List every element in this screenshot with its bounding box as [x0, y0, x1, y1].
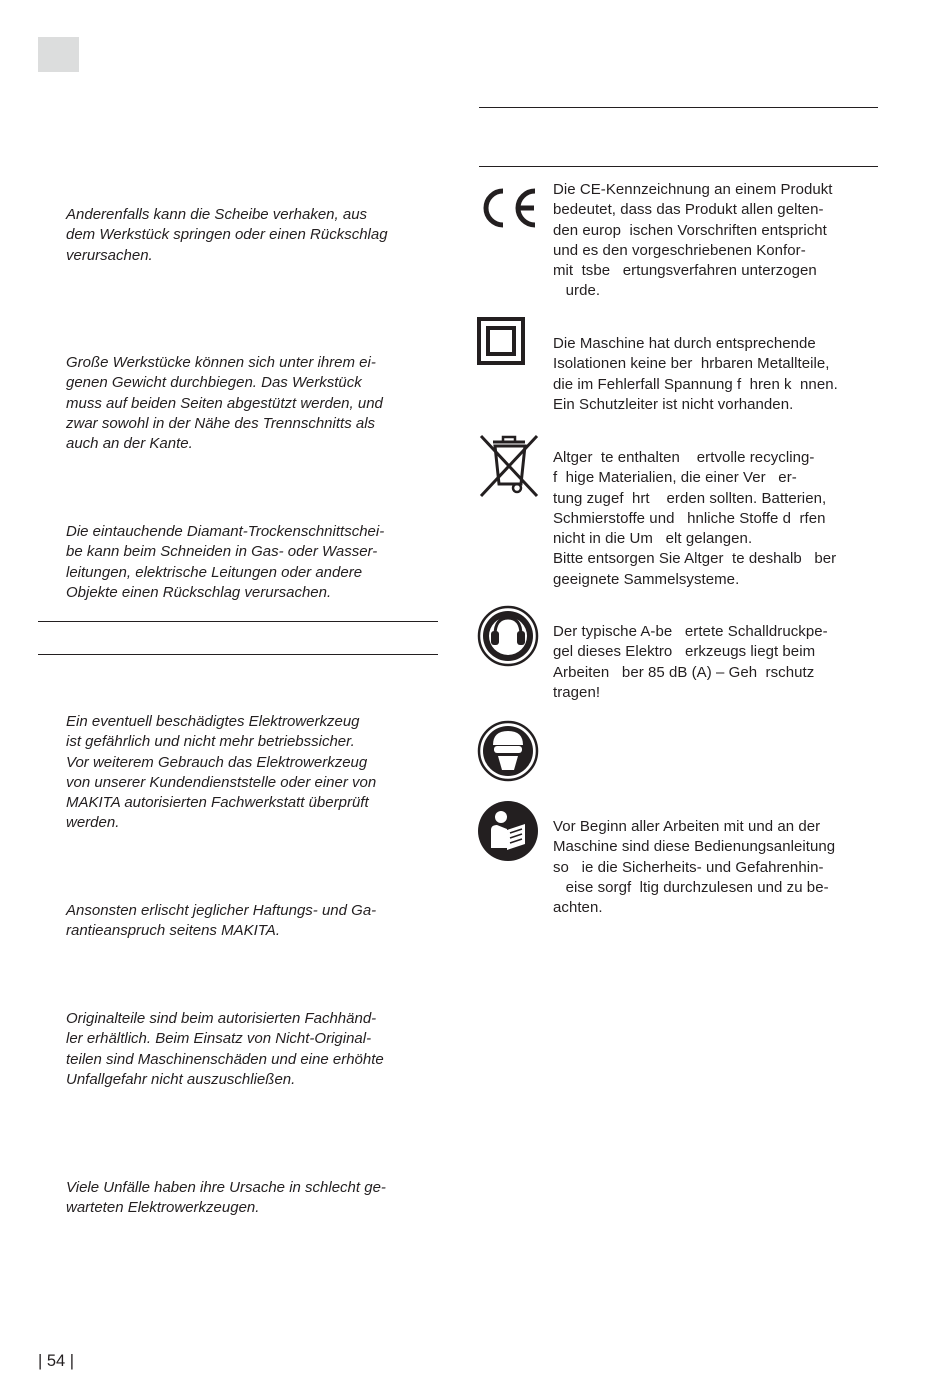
recycling-description: Altger te enthalten ertvolle recycling- f hige Materialien, die einer Ver er- tung zugef hrt erden sollten. Batterien, Schmierstoffe und hnliche Stoffe d rfen nicht in die Um elt gelangen. Bitte entsorgen Sie Altger te deshalb ber geeignete Sammelsysteme. — [553, 449, 837, 588]
crossed-out-bin-icon — [477, 432, 541, 500]
paragraph: Anderenfalls kann die Scheibe verhaken, aus dem Werkstück springen oder einen Rückschlag verursachen. — [66, 206, 388, 264]
page-number: | 54 | — [38, 1352, 75, 1370]
paragraph: Viele Unfälle haben ihre Ursache in schlecht ge- warteten Elektrowerkzeugen. — [66, 1179, 386, 1217]
paragraph: Die eintauchende Diamant-Trockenschnittschei- be kann beim Schneiden in Gas- oder Wasser- leitungen, elektrische Leitungen oder andere Objekte einen Rückschlag verursachen. — [66, 523, 385, 601]
paragraph: Ansonsten erlischt jeglicher Haftungs- und Ga- rantieanspruch seitens MAKITA. — [66, 902, 377, 940]
divider — [479, 107, 878, 108]
ce-mark-icon — [477, 185, 539, 231]
protection-class-ii-icon — [477, 317, 525, 365]
divider — [479, 166, 878, 167]
paragraph: Große Werkstücke können sich unter ihrem ei- genen Gewicht durchbiegen. Das Werkstück muss auf beiden Seiten abgestützt werden, und zwar sowohl in der Nähe des Trennschnitts als auch an der Kante. — [66, 354, 383, 453]
divider — [38, 654, 438, 655]
ear-protection-icon — [477, 605, 539, 667]
divider — [38, 621, 438, 622]
ce-mark-description: Die CE-Kennzeichnung an einem Produkt bedeutet, dass das Produkt allen gelten- den europ ischen Vorschriften entspricht und es den vorgeschriebenen Konfor- mit tsbe ertungsverfahren unterzogen urde. — [553, 181, 833, 300]
face-protection-icon — [477, 720, 539, 782]
read-manual-description: Vor Beginn aller Arbeiten mit und an der Maschine sind diese Bedienungsanleitung so ie die Sicherheits- und Gefahrenhin- eise sorgf ltig durchzulesen und zu be- achten. — [553, 818, 836, 917]
ear-protection-description: Der typische A-be ertete Schalldruckpe- gel dieses Elektro erkzeugs liegt beim Arbeiten ber 85 dB (A) – Geh rschutz tragen! — [553, 623, 828, 701]
protection-class-description: Die Maschine hat durch entsprechende Isolationen keine ber hrbaren Metallteile, die im Fehlerfall Spannung f hren k nnen. Ein Schutzleiter ist nicht vorhanden. — [553, 335, 838, 413]
paragraph: Originalteile sind beim autorisierten Fachhänd- ler erhältlich. Beim Einsatz von Nicht-Original- teilen sind Maschinenschäden und eine erhöhte Unfallgefahr nicht auszuschließen. — [66, 1010, 384, 1088]
paragraph: Ein eventuell beschädigtes Elektrowerkzeug ist gefährlich und nicht mehr betriebssicher. Vor weiterem Gebrauch das Elektrowerkzeug von unserer Kundendienststelle oder einer von MAKITA autorisierten Fachwerkstatt überprüft werden. — [66, 713, 377, 832]
read-manual-icon — [477, 800, 539, 862]
corner-square — [38, 37, 79, 72]
